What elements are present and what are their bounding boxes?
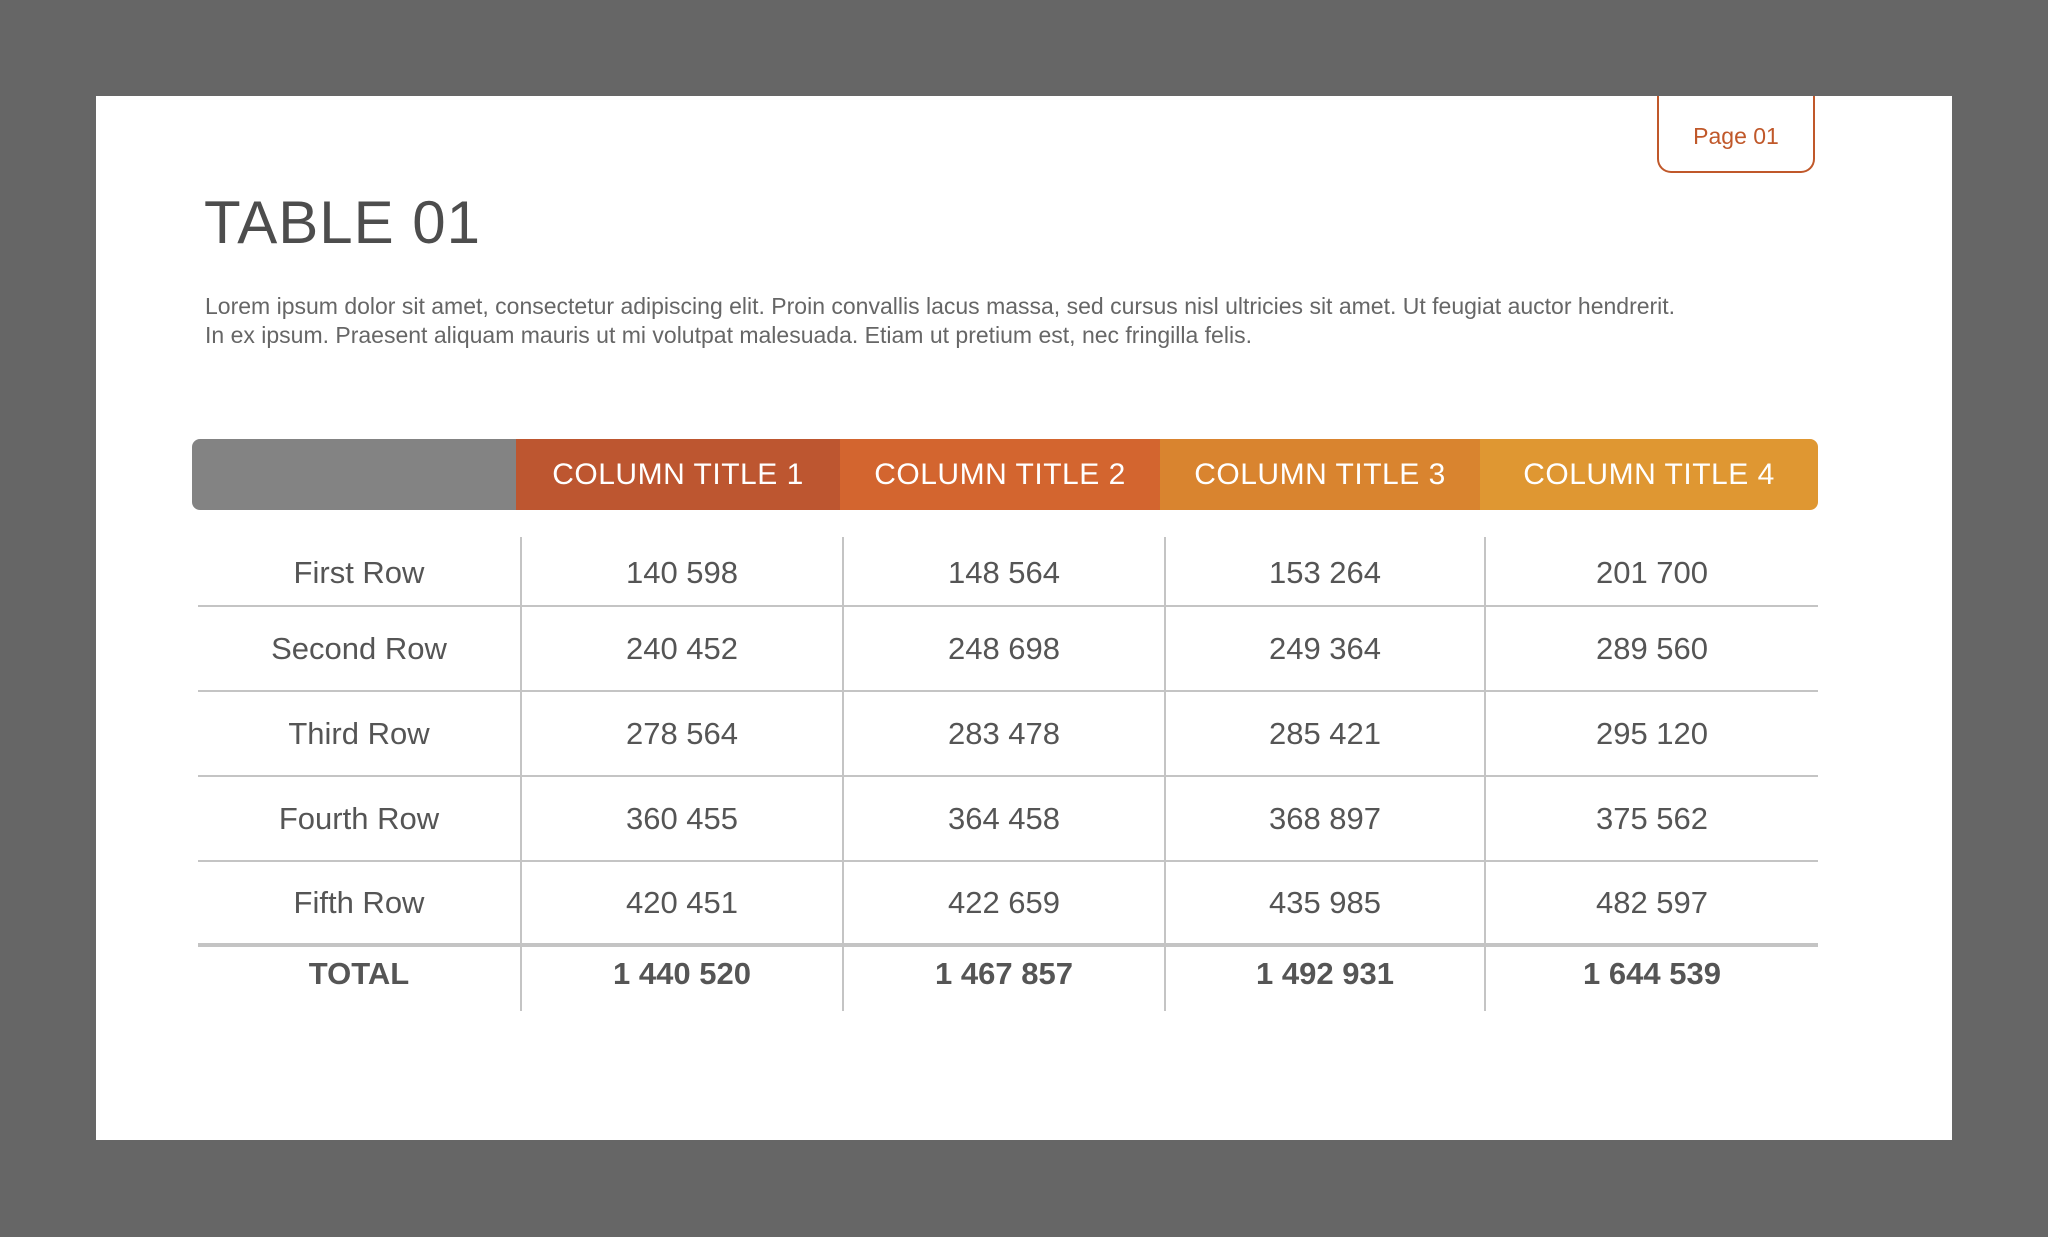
column-header-4: COLUMN TITLE 4 <box>1480 439 1818 510</box>
table-cell: 140 598 <box>520 537 842 605</box>
table-cell: 364 458 <box>842 777 1164 860</box>
total-cell: 1 644 539 <box>1484 947 1818 1011</box>
page-title: TABLE 01 <box>204 189 482 256</box>
page-label-tab <box>1657 96 1815 173</box>
table-cell: 153 264 <box>1164 537 1484 605</box>
table-cell: 375 562 <box>1484 777 1818 860</box>
table-cell: 278 564 <box>520 692 842 775</box>
table-cell: 285 421 <box>1164 692 1484 775</box>
description-line-2: In ex ipsum. Praesent aliquam mauris ut mi volutpat malesuada. Etiam ut pretium est, nec fringilla felis. <box>205 322 1252 348</box>
table-cell: 240 452 <box>520 607 842 690</box>
table-cell: 420 451 <box>520 862 842 943</box>
table-cell: 360 455 <box>520 777 842 860</box>
column-header-2: COLUMN TITLE 2 <box>840 439 1160 510</box>
table-cell: 249 364 <box>1164 607 1484 690</box>
row-label: First Row <box>293 555 425 590</box>
total-cell: 1 492 931 <box>1164 947 1484 1011</box>
table-row <box>198 537 1818 607</box>
table-header <box>192 439 1818 510</box>
table-cell: 435 985 <box>1164 862 1484 943</box>
table-cell: 422 659 <box>842 862 1164 943</box>
total-label: TOTAL <box>308 956 410 991</box>
total-cell: 1 467 857 <box>842 947 1164 1011</box>
page-label: Page 01 <box>1693 123 1779 149</box>
total-cell: 1 440 520 <box>520 947 842 1011</box>
row-label: Second Row <box>271 630 447 666</box>
description-line-1: Lorem ipsum dolor sit amet, consectetur adipiscing elit. Proin convallis lacus massa, sed cursus nisl ultricies sit amet. Ut feugiat auctor hendrerit. <box>205 293 1676 319</box>
table-body <box>198 537 1818 1011</box>
row-label: Fifth Row <box>293 884 425 920</box>
table-cell: 482 597 <box>1484 862 1818 943</box>
column-header-3: COLUMN TITLE 3 <box>1160 439 1480 510</box>
header-cell-blank <box>192 439 516 510</box>
column-header-1: COLUMN TITLE 1 <box>516 439 840 510</box>
table-cell: 368 897 <box>1164 777 1484 860</box>
table-cell: 248 698 <box>842 607 1164 690</box>
table-row <box>198 777 1818 862</box>
total-row <box>198 947 1818 1011</box>
table-cell: 289 560 <box>1484 607 1818 690</box>
table-cell: 201 700 <box>1484 537 1818 605</box>
table-cell: 283 478 <box>842 692 1164 775</box>
slide <box>96 96 1952 1140</box>
row-label: Fourth Row <box>278 800 440 836</box>
table-row <box>198 607 1818 692</box>
table-row <box>198 692 1818 777</box>
table-cell: 148 564 <box>842 537 1164 605</box>
row-label: Third Row <box>288 715 430 751</box>
description <box>205 292 1845 350</box>
table-cell: 295 120 <box>1484 692 1818 775</box>
table-row <box>198 862 1818 947</box>
